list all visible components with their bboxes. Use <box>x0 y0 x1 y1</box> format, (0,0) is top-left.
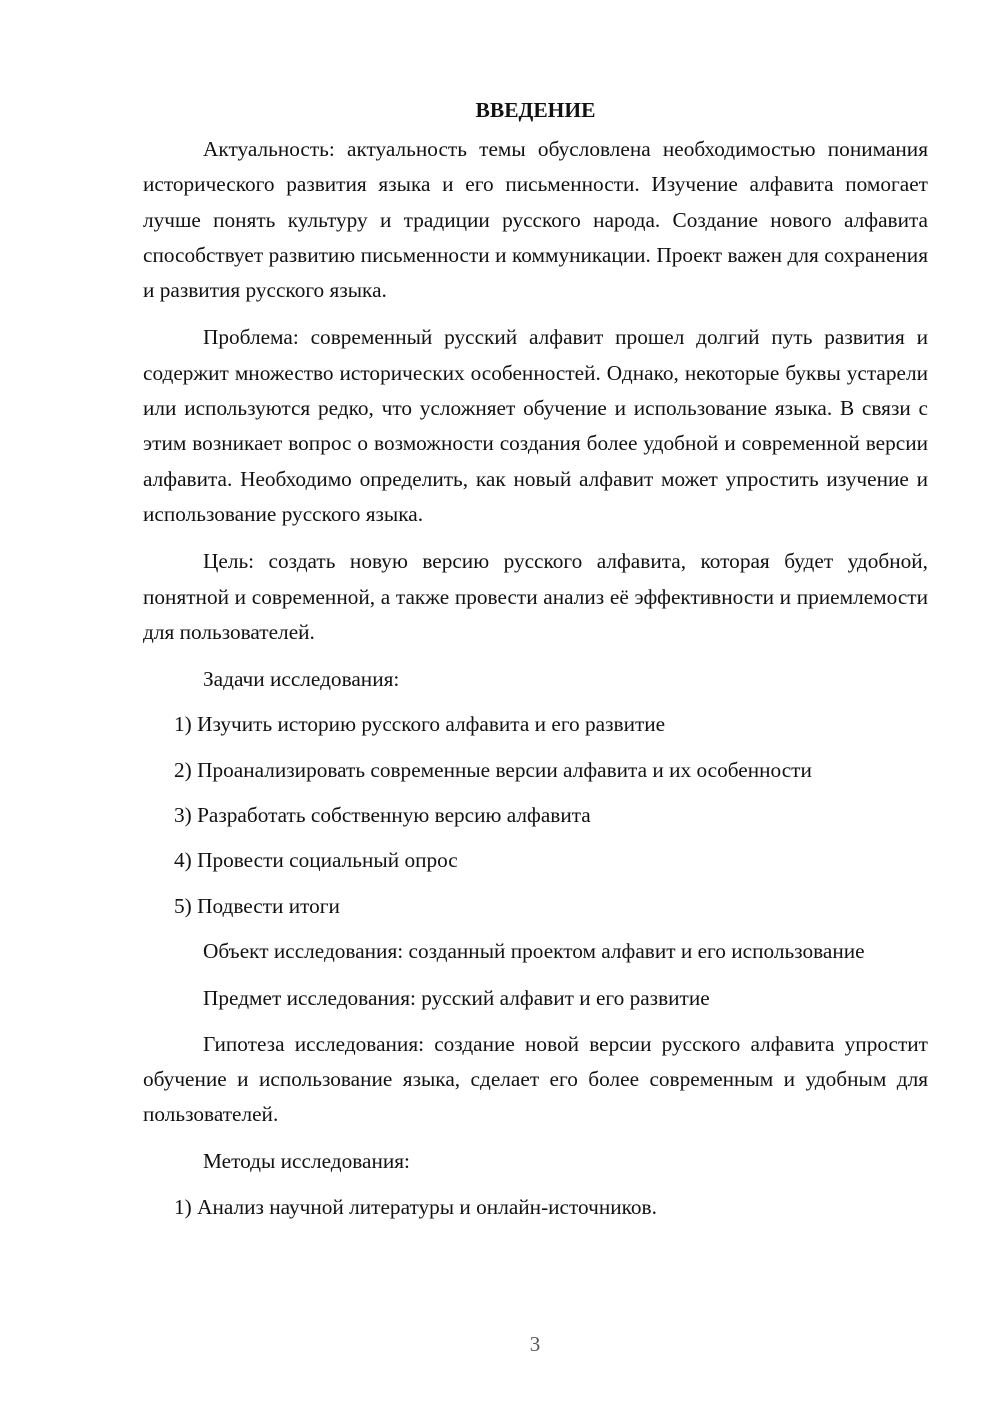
task-item: 3) Разработать собственную версию алфавита <box>174 803 591 828</box>
subject-paragraph: Предмет исследования: русский алфавит и его развитие <box>203 986 710 1011</box>
tasks-heading: Задачи исследования: <box>203 667 400 692</box>
methods-heading: Методы исследования: <box>203 1149 410 1174</box>
task-item: 1) Изучить историю русского алфавита и его развитие <box>174 712 666 737</box>
relevance-paragraph: Актуальность: актуальность темы обусловлена необходимостью понимания исторического развития языка и его письменности. Изучение алфавита помогает лучше понять культуру и традиции русского народа. Создание нового алфавита способствует развитию письменности и коммуникации. Проект важен для сохранения и развития русского языка. <box>143 137 928 303</box>
hypothesis-paragraph: Гипотеза исследования: создание новой версии русского алфавита упростит обучение и использование языка, сделает его более современным и удобным для пользователей. <box>143 1031 928 1127</box>
goal-paragraph: Цель: создать новую версию русского алфавита, которая будет удобной, понятной и современной, а также провести анализ её эффективности и приемлемости для пользователей. <box>143 549 928 644</box>
method-item: 1) Анализ научной литературы и онлайн-источников. <box>174 1194 657 1219</box>
document-page <box>143 92 928 1235</box>
page-number: 3 <box>529 1332 541 1356</box>
section-title: ВВЕДЕНИЕ <box>475 98 596 122</box>
object-paragraph: Объект исследования: созданный проектом алфавит и его использование <box>203 938 865 963</box>
task-item: 2) Проанализировать современные версии алфавита и их особенности <box>174 757 812 782</box>
task-item: 5) Подвести итоги <box>174 893 340 918</box>
task-item: 4) Провести социальный опрос <box>174 848 458 873</box>
problem-paragraph: Проблема: современный русский алфавит прошел долгий путь развития и содержит множество исторических особенностей. Однако, некоторые буквы устарели или используются редко, что усложняет обучение и использование языка. В связи с этим возникает вопрос о возможности создания более удобной и современной версии алфавита. Необходимо определить, как новый алфавит может упростить изучение и использование русского языка. <box>143 325 928 526</box>
